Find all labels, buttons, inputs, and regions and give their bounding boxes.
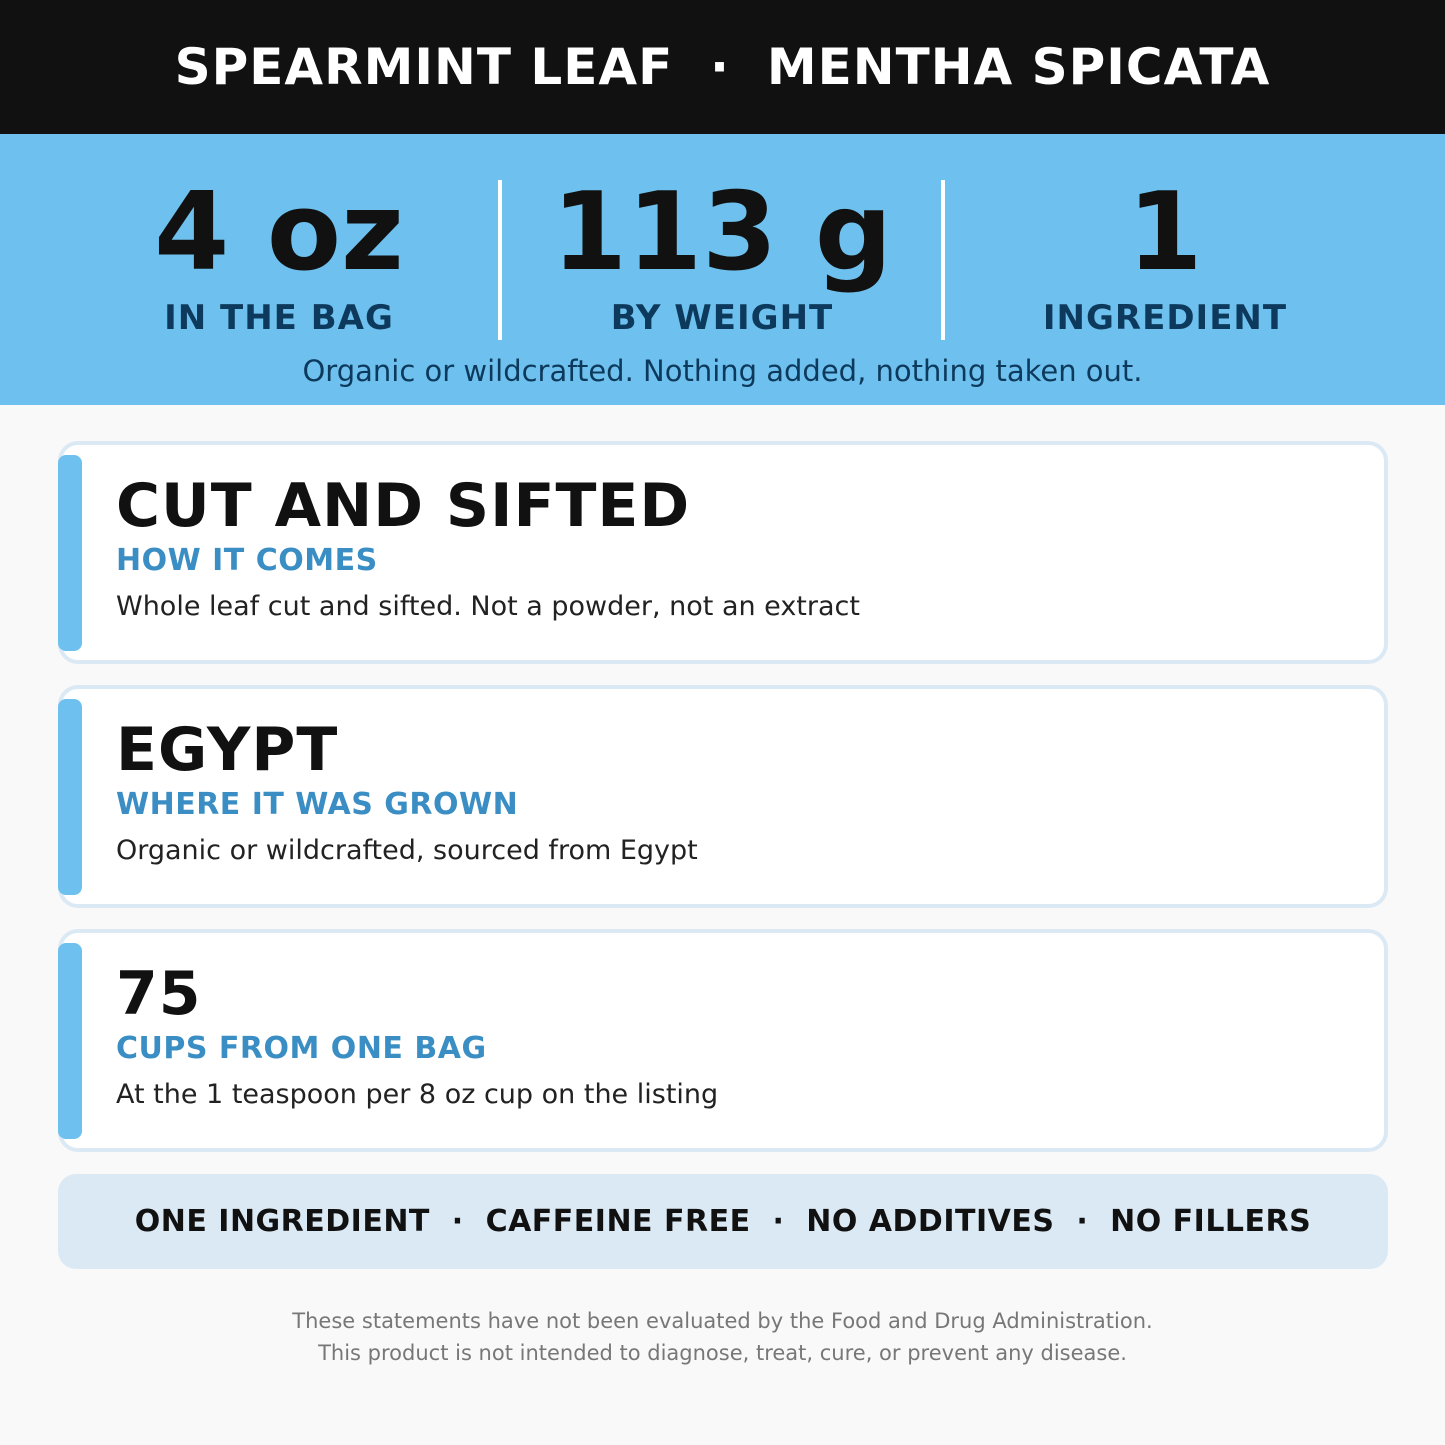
card-subtitle: HOW IT COMES	[116, 543, 378, 578]
card-subtitle: CUPS FROM ONE BAG	[116, 1031, 487, 1066]
card-description: Organic or wildcrafted, sourced from Egypt	[116, 835, 698, 866]
fda-disclaimer	[0, 1305, 1445, 1369]
card-subtitle: WHERE IT WAS GROWN	[116, 787, 519, 822]
card-description: Whole leaf cut and sifted. Not a powder, not an extract	[116, 591, 860, 622]
product-title: SPEARMINT LEAF · MENTHA SPICATA	[174, 38, 1271, 96]
disclaimer-line-2: This product is not intended to diagnose, treat, cure, or prevent any disease.	[318, 1341, 1127, 1365]
card-title: CUT AND SIFTED	[116, 471, 691, 541]
stat-weight-oz	[58, 134, 500, 349]
info-card-cups	[58, 929, 1388, 1152]
card-description: At the 1 teaspoon per 8 oz cup on the listing	[116, 1079, 719, 1110]
stat-value: 4 oz	[154, 170, 404, 295]
stat-value: 113 g	[551, 170, 893, 295]
card-title: EGYPT	[116, 715, 339, 785]
stat-weight-g	[502, 134, 942, 349]
stat-ingredients	[944, 134, 1386, 349]
card-accent-bar	[58, 943, 82, 1139]
info-card-origin	[58, 685, 1388, 908]
info-card-cut	[58, 441, 1388, 664]
disclaimer-line-1: These statements have not been evaluated by the Food and Drug Administration.	[292, 1309, 1153, 1333]
stats-note: Organic or wildcrafted. Nothing added, nothing taken out.	[302, 354, 1143, 388]
feature-badges-text: ONE INGREDIENT · CAFFEINE FREE · NO ADDITIVES · NO FILLERS	[134, 1204, 1312, 1239]
stat-label: BY WEIGHT	[610, 298, 834, 338]
stat-value: 1	[1127, 170, 1203, 295]
stats-band	[0, 134, 1445, 405]
feature-badges	[58, 1174, 1388, 1269]
card-accent-bar	[58, 455, 82, 651]
stat-label: IN THE BAG	[164, 298, 394, 338]
header-banner	[0, 0, 1445, 134]
card-title: 75	[116, 959, 202, 1029]
stat-label: INGREDIENT	[1042, 298, 1288, 338]
card-accent-bar	[58, 699, 82, 895]
